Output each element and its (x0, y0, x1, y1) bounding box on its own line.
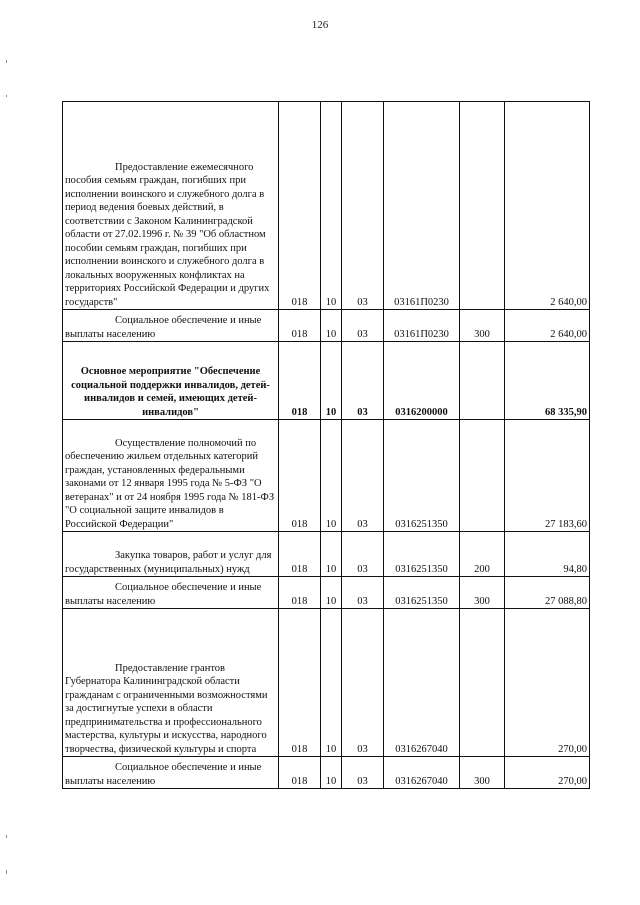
ministry-code-cell: 018 (279, 609, 321, 757)
ministry-code-cell: 018 (279, 342, 321, 420)
description-text: Социальное обеспечение и иные выплаты населению (65, 315, 262, 340)
expense-type-cell: 300 (460, 577, 505, 609)
table-row (63, 532, 590, 577)
amount-cell: 27 183,60 (505, 420, 590, 532)
description-text: Закупка товаров, работ и услуг для государственных (муниципальных) нужд (65, 550, 272, 575)
subsection-code-cell: 03 (342, 577, 384, 609)
amount-cell: 270,00 (505, 609, 590, 757)
amount-cell: 68 335,90 (505, 342, 590, 420)
ministry-code-cell: 018 (279, 102, 321, 310)
amount-cell: 270,00 (505, 757, 590, 789)
description-cell (63, 577, 279, 609)
page-number: 126 (311, 19, 329, 31)
table-row (63, 757, 590, 789)
subsection-code-cell: 03 (342, 310, 384, 342)
amount-cell: 27 088,80 (505, 577, 590, 609)
description-cell (63, 757, 279, 789)
section-code-cell: 10 (321, 420, 342, 532)
section-code-cell: 10 (321, 310, 342, 342)
target-article-cell: 0316251350 (384, 420, 460, 532)
section-code-cell: 10 (321, 609, 342, 757)
target-article-cell: 0316251350 (384, 577, 460, 609)
description-cell (63, 310, 279, 342)
ministry-code-cell: 018 (279, 532, 321, 577)
subsection-code-cell: 03 (342, 342, 384, 420)
description-text: Социальное обеспечение и иные выплаты населению (65, 762, 262, 787)
description-text: Осуществление полномочий по обеспечению жильем отдельных категорий граждан, установленных федеральными законами от 12 января 1995 года № 5-ФЗ "О ветеранах" и от 24 ноября 1995 года № 181-ФЗ "О социальной защите инвалидов в Российской Федерации" (65, 437, 275, 530)
table-row (63, 609, 590, 757)
expense-type-cell: 200 (460, 532, 505, 577)
section-code-cell: 10 (321, 577, 342, 609)
section-code-cell: 10 (321, 757, 342, 789)
target-article-cell: 0316267040 (384, 609, 460, 757)
budget-table (62, 101, 590, 789)
description-text: Основное мероприятие "Обеспечение социальной поддержки инвалидов, детей-инвалидов и семей, имеющих детей-инвалидов" (71, 366, 270, 418)
subsection-code-cell: 03 (342, 757, 384, 789)
expense-type-cell (460, 609, 505, 757)
target-article-cell: 0316251350 (384, 532, 460, 577)
target-article-cell: 0316267040 (384, 757, 460, 789)
amount-cell: 2 640,00 (505, 102, 590, 310)
description-cell (63, 420, 279, 532)
section-code-cell: 10 (321, 532, 342, 577)
table-row (63, 310, 590, 342)
description-cell (63, 532, 279, 577)
amount-cell: 2 640,00 (505, 310, 590, 342)
description-text: Предоставление грантов Губернатора Калининградской области гражданам с ограниченными возможностями за достигнутые успехи в области предпринимательства и профессионального мастерства, культуры и искусства, народного творчества, физической культуры и спорта (65, 662, 268, 755)
description-cell (63, 102, 279, 310)
description-cell (63, 609, 279, 757)
table-row (63, 577, 590, 609)
expense-type-cell (460, 102, 505, 310)
expense-type-cell: 300 (460, 310, 505, 342)
expense-type-cell (460, 342, 505, 420)
expense-type-cell: 300 (460, 757, 505, 789)
subsection-code-cell: 03 (342, 420, 384, 532)
subsection-code-cell: 03 (342, 609, 384, 757)
target-article-cell: 03161П0230 (384, 310, 460, 342)
target-article-cell: 0316200000 (384, 342, 460, 420)
description-text: Социальное обеспечение и иные выплаты населению (65, 582, 262, 607)
subsection-code-cell: 03 (342, 532, 384, 577)
section-code-cell: 10 (321, 342, 342, 420)
expense-type-cell (460, 420, 505, 532)
table-row (63, 102, 590, 310)
section-code-cell: 10 (321, 102, 342, 310)
description-cell (63, 342, 279, 420)
table-row (63, 420, 590, 532)
subsection-code-cell: 03 (342, 102, 384, 310)
amount-cell: 94,80 (505, 532, 590, 577)
table-row (63, 342, 590, 420)
ministry-code-cell: 018 (279, 577, 321, 609)
ministry-code-cell: 018 (279, 310, 321, 342)
target-article-cell: 03161П0230 (384, 102, 460, 310)
ministry-code-cell: 018 (279, 757, 321, 789)
ministry-code-cell: 018 (279, 420, 321, 532)
description-text: Предоставление ежемесячного пособия семьям граждан, погибших при исполнении воинского и служебного долга в период ведения боевых действий, в соответствии с Законом Калининградской области от 27.02.1996 г. № 39 "Об областном пособии семьям граждан, погибших при исполнении воинского и служебного долга в локальных вооруженных конфликтах на территориях Российской Федерации и других государств" (65, 161, 270, 308)
